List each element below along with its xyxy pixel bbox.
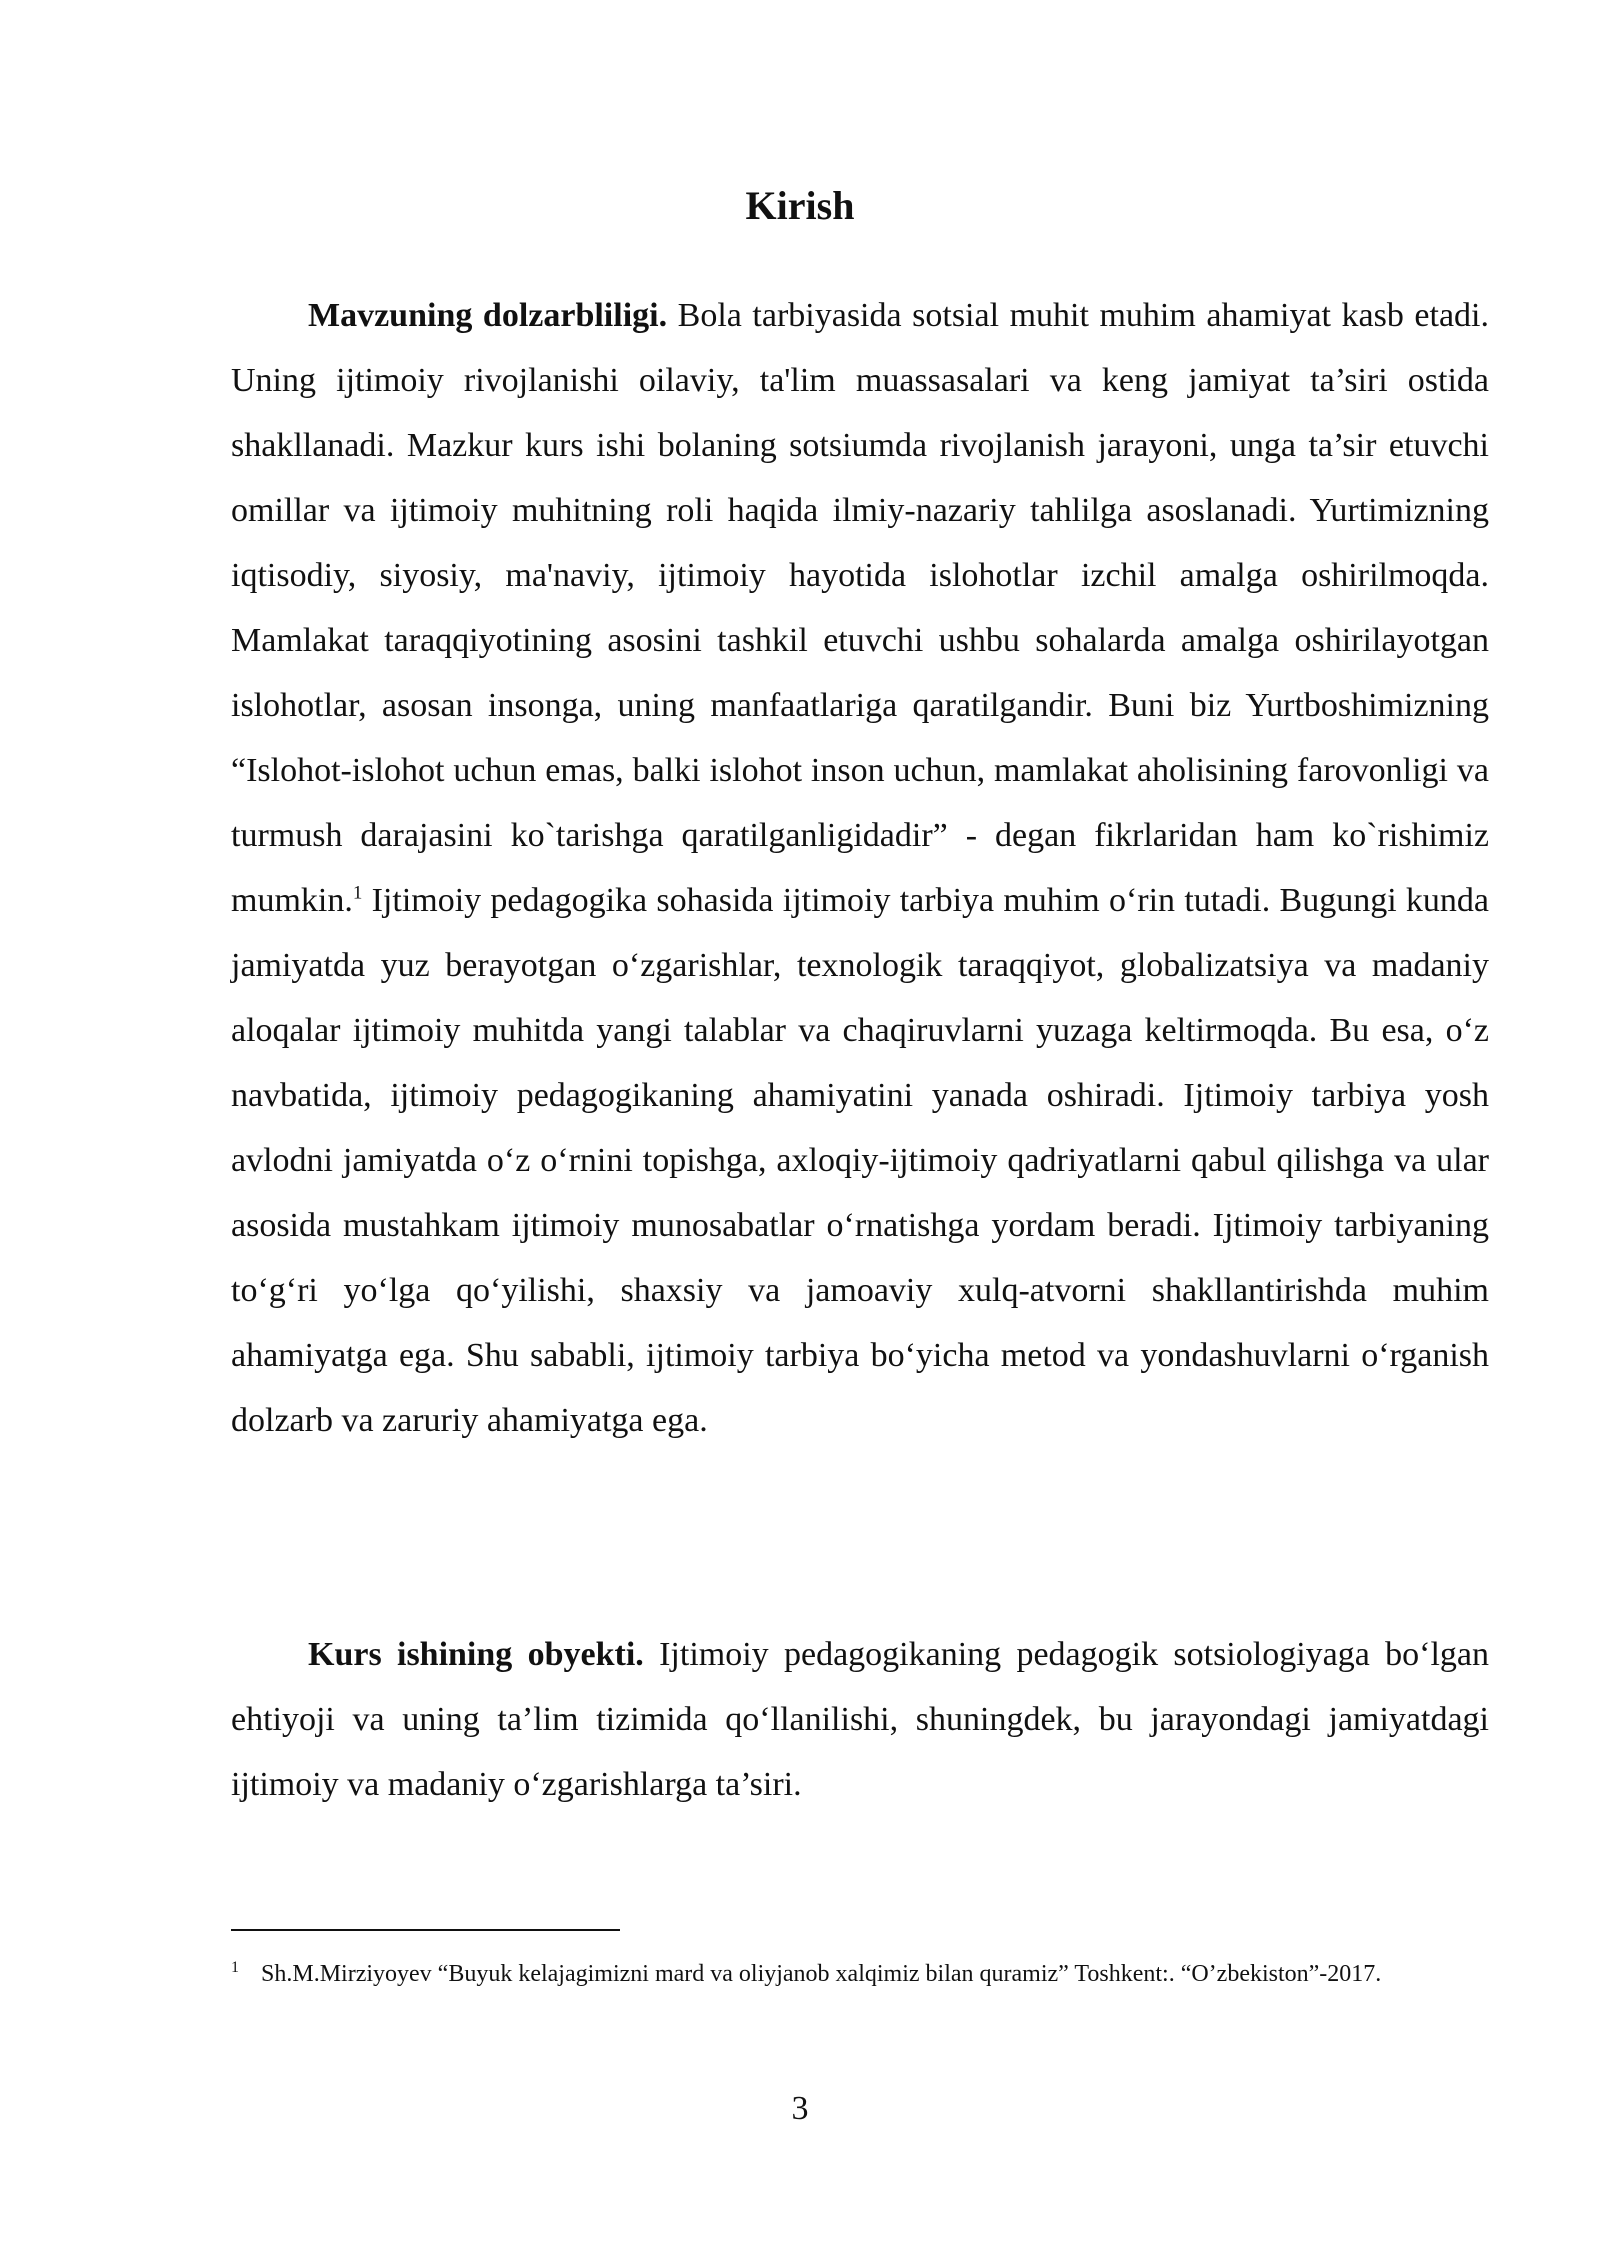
footnote: [231, 1950, 1489, 1998]
page-title: Kirish: [745, 183, 855, 228]
paragraph-text: Ijtimoiy pedagogika sohasida ijtimoiy tarbiya muhim o‘rin tutadi. Bugungi kunda jamiyatda yuz berayotgan o‘zgarishlar, texnologik taraqqiyot, globalizatsiya va madaniy aloqalar ijtimoiy muhitda yangi talablar va chaqiruvlarni yuzaga keltirmoqda. Bu esa, o‘z navbatida, ijtimoiy pedagogikaning ahamiyatini yanada oshiradi. Ijtimoiy tarbiya yosh avlodni jamiyatda o‘z o‘rnini topishga, axloqiy-ijtimoiy qadriyatlarni qabul qilishga va ular asosida mustahkam ijtimoiy munosabatlar o‘rnatishga yordam beradi. Ijtimoiy tarbiyaning to‘g‘ri yo‘lga qo‘yilishi, shaxsiy va jamoaviy xulq-atvorni shakllantirishda muhim ahamiyatga ega. Shu sababli, ijtimoiy tarbiya bo‘yicha metod va yondashuvlarni o‘rganish dolzarb va zaruriy ahamiyatga ega.: [231, 882, 1489, 1439]
paragraph-text: Bola tarbiyasida sotsial muhit muhim ahamiyat kasb etadi. Uning ijtimoiy rivojlanishi oilaviy, ta'lim muassasalari va keng jamiyat ta’siri ostida shakllanadi. Mazkur kurs ishi bolaning sotsiumda rivojlanish jarayoni, unga ta’sir etuvchi omillar va ijtimoiy muhitning roli haqida ilmiy-nazariy tahlilga asoslanadi. Yurtimizning iqtisodiy, siyosiy, ma'naviy, ijtimoiy hayotida islohotlar izchil amalga oshirilmoqda. Mamlakat taraqqiyotining asosini tashkil etuvchi ushbu sohalarda amalga oshirilayotgan islohotlar, asosan insonga, uning manfaatlariga qaratilgandir. Buni biz Yurtboshimizning “Islohot-islohot uchun emas, balki islohot inson uchun, mamlakat aholisining farovonligi va turmush darajasini ko`tarishga qaratilganligidadir” - degan fikrlaridan ham ko`rishimiz mumkin.: [231, 297, 1489, 919]
paragraph-lead-object: Kurs ishining obyekti.: [308, 1636, 644, 1673]
footnote-text: Sh.M.Mirziyoyev “Buyuk kelajagimizni mard va oliyjanob xalqimiz bilan quramiz” Toshkent:. “O’zbekiston”-2017.: [261, 1961, 1382, 1987]
footnote-number: 1: [231, 1959, 239, 1976]
paragraph-lead-relevance: Mavzuning dolzarbliligi.: [308, 297, 668, 334]
paragraph-relevance: [231, 283, 1489, 1453]
page-number: 3: [791, 2090, 809, 2127]
paragraph-object: [231, 1622, 1489, 1817]
paragraph-text: Ijtimoiy pedagogikaning pedagogik sotsiologiyaga bo‘lgan ehtiyoji va uning ta’lim tizimida qo‘llanilishi, shuningdek, bu jarayondagi jamiyatdagi ijtimoiy va madaniy o‘zgarishlarga ta’siri.: [231, 1636, 1490, 1803]
footnote-reference[interactable]: 1: [352, 882, 363, 904]
footnote-divider: [231, 1929, 620, 1931]
